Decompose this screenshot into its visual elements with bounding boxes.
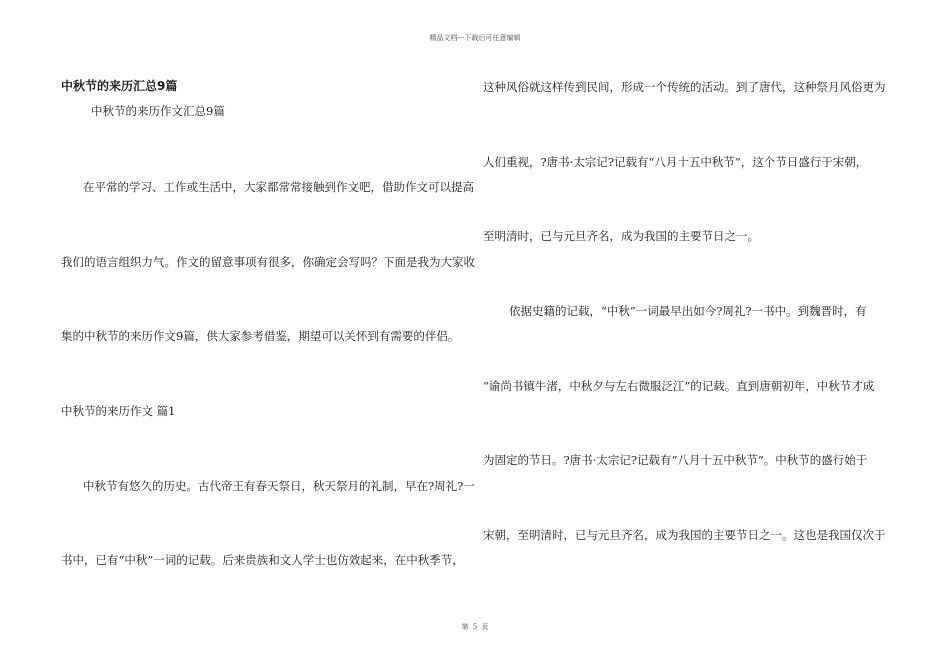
paragraph-line: 人们重视，?唐书·太宗记?记载有“八月十五中秋节”，这个节日盛行于宋朝，: [483, 155, 868, 169]
document-subtitle: 中秋节的来历作文汇总9篇: [91, 104, 225, 118]
paragraph-line: 宋朝，至明清时，已与元旦齐名，成为我国的主要节日之一。这也是我国仅次于: [483, 528, 886, 542]
section-heading: 中秋节的来历作文 篇1: [61, 404, 176, 418]
page-number: 第 5 页: [461, 623, 489, 631]
paragraph-line: 集的中秋节的来历作文9篇，供大家参考借鉴，期望可以关怀到有需要的伴侣。: [61, 329, 460, 343]
paragraph-line: 依据史籍的记载，“中秋”一词最早出如今?周礼?一书中。到魏晋时，有: [509, 304, 867, 318]
paragraph-line: 中秋节有悠久的历史。古代帝王有春天祭日，秋天祭月的礼制，早在?周礼?一: [83, 479, 475, 493]
paragraph-line: 这种风俗就这样传到民间，形成一个传统的活动。到了唐代，这种祭月风俗更为: [483, 80, 886, 94]
paragraph-line: 为固定的节日。?唐书·太宗记?记载有“八月十五中秋节”。中秋节的盛行始于: [483, 453, 868, 467]
paragraph-line: 我们的语言组织力气。作文的留意事项有很多，你确定会写吗？下面是我为大家收: [61, 255, 475, 269]
paragraph-line: 至明清时，已与元旦齐名，成为我国的主要节日之一。: [483, 229, 759, 243]
paragraph-line: 在平常的学习、工作或生活中，大家都常常接触到作文吧，借助作文可以提高: [83, 180, 474, 194]
paragraph-line: “谕尚书镇牛渚，中秋夕与左右微服泛江”的记载。直到唐朝初年，中秋节才成: [483, 379, 875, 393]
paragraph-line: 书中，已有“中秋”一词的记载。后来贵族和文人学士也仿效起来，在中秋季节，: [61, 553, 464, 567]
page-header: 精品文档---下载后可任意编辑: [429, 34, 521, 42]
document-title: 中秋节的来历汇总9篇: [61, 79, 178, 93]
